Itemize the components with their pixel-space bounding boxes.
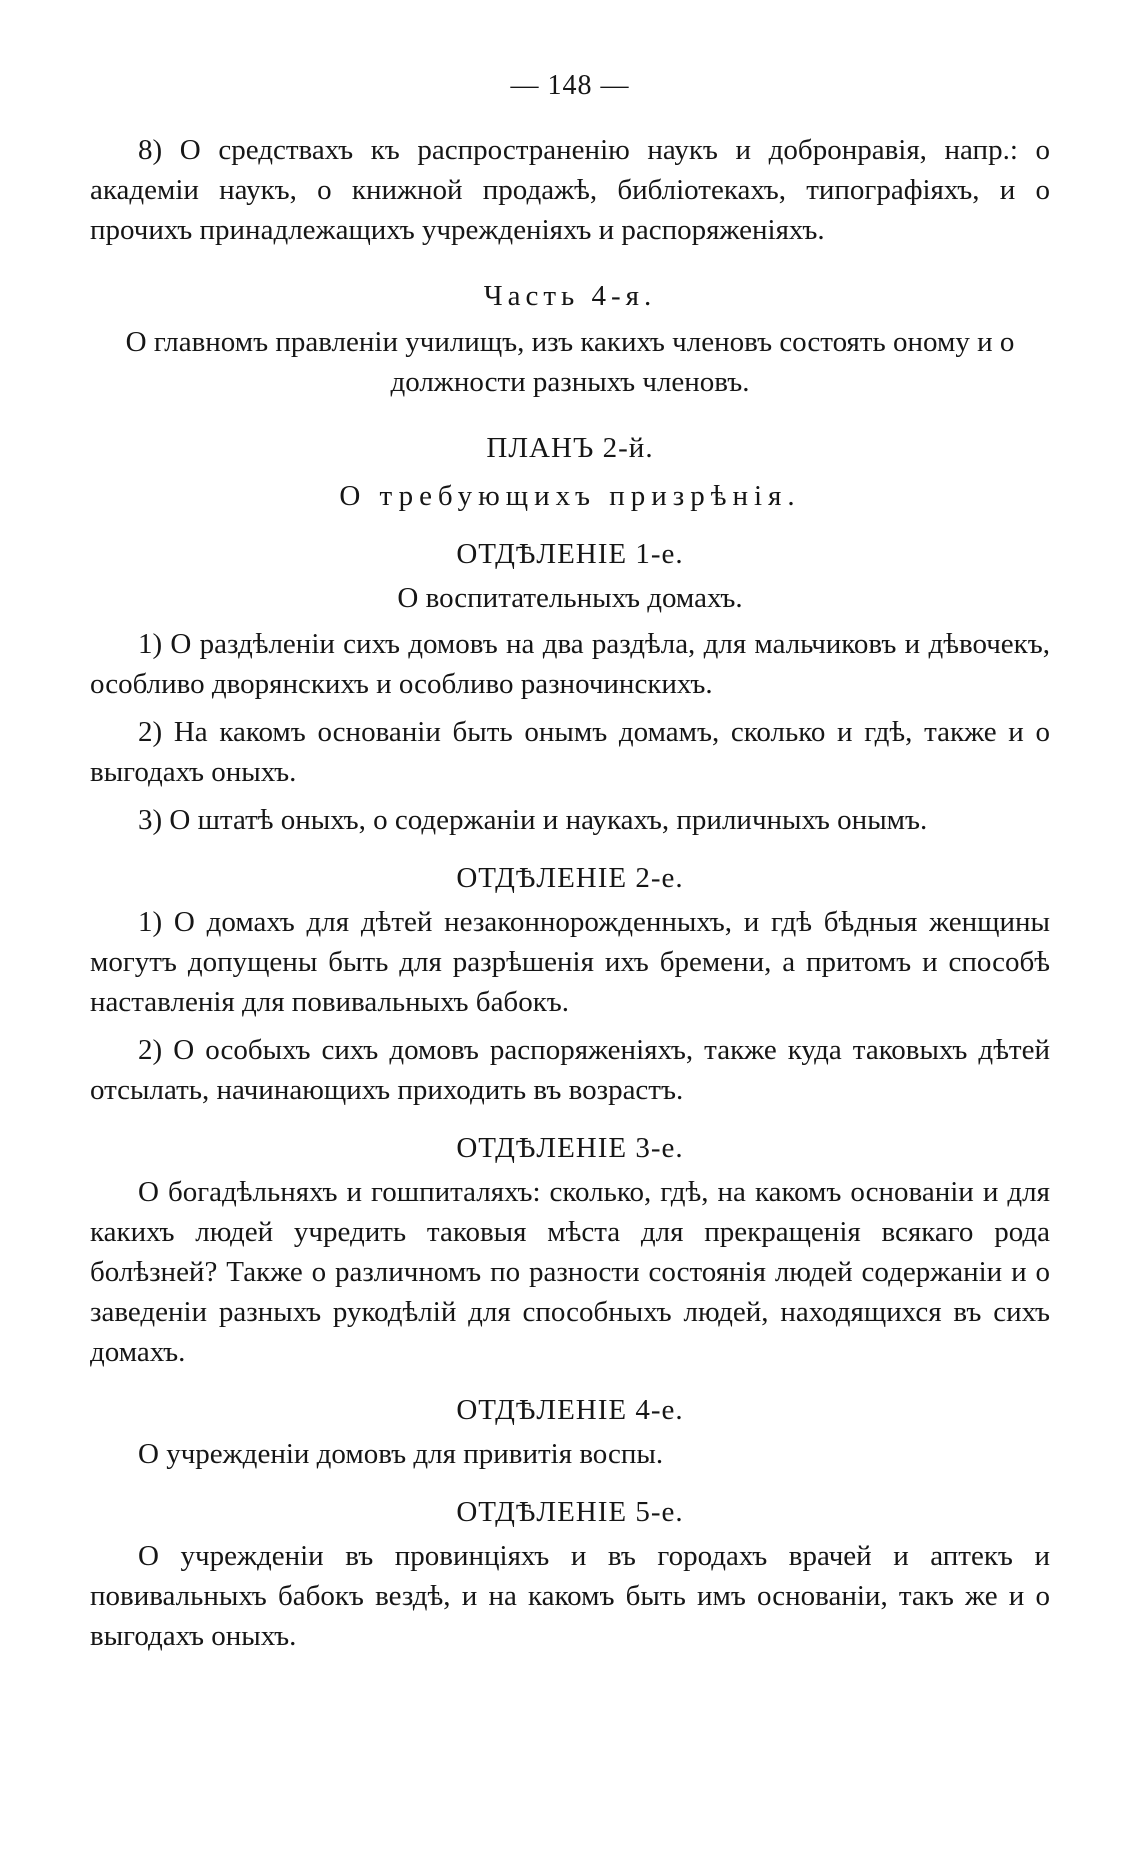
section-paragraph: 1) О домахъ для дѣтей незаконнорожденныхъ, и гдѣ бѣдныя женщины могутъ допущены быть для разрѣшенія ихъ бремени, а притомъ и способѣ наставленія для повивальныхъ бабокъ. [90,906,1050,1018]
plan-title: ПЛАНЪ 2-й. [486,432,654,464]
part-subtitle: О главномъ правленіи училищъ, изъ какихъ членовъ состоять оному и о должности разныхъ членовъ. [125,326,1015,398]
section-paragraph: 2) О особыхъ сихъ домовъ распоряженіяхъ, также куда таковыхъ дѣтей отсылать, начинающихъ приходить въ возрастъ. [90,1034,1050,1106]
section-paragraph: 3) О штатѣ оныхъ, о содержаніи и наукахъ, приличныхъ онымъ. [138,804,928,836]
section-title: ОТДѢЛЕНІЕ 4-е. [456,1394,684,1426]
book-page [90,0,1050,1873]
section-paragraph: 1) О раздѣленіи сихъ домовъ на два раздѣла, для мальчиковъ и дѣвочекъ, особливо дворянскихъ и особливо разночинскихъ. [90,628,1050,700]
intro-paragraph: 8) О средствахъ къ распространенію наукъ и добронравія, напр.: о академіи наукъ, о книжной продажѣ, библіотекахъ, типографіяхъ, и о прочихъ принадлежащихъ учрежденіяхъ и распоряженіяхъ. [90,134,1050,246]
page-body [90,130,1050,1664]
section-paragraph: О учрежденіи въ провинціяхъ и въ городахъ врачей и аптекъ и повивальныхъ бабокъ вездѣ, и на какомъ быть имъ основаніи, такъ же и о выгодахъ оныхъ. [90,1540,1050,1652]
section-title: ОТДѢЛЕНІЕ 2-е. [456,862,684,894]
section-subtitle: О воспитательныхъ домахъ. [397,582,743,614]
section-paragraph: О учрежденіи домовъ для привитія воспы. [138,1438,664,1470]
section-title: ОТДѢЛЕНІЕ 3-е. [456,1132,684,1164]
page-number: — 148 — [510,70,630,101]
part-title: Часть 4-я. [483,280,657,312]
section-title: ОТДѢЛЕНІЕ 1-е. [456,538,684,570]
section-paragraph: 2) На какомъ основаніи быть онымъ домамъ, сколько и гдѣ, также и о выгодахъ оныхъ. [90,716,1050,788]
plan-subtitle: О требующихъ призрѣнія. [339,480,801,512]
section-title: ОТДѢЛЕНІЕ 5-е. [456,1496,684,1528]
section-paragraph: О богадѣльняхъ и гошпиталяхъ: сколько, гдѣ, на какомъ основаніи и для какихъ людей учредить таковыя мѣста для прекращенія всякаго рода болѣзней? Также о различномъ по разности состоянія людей содержаніи и о заведеніи разныхъ рукодѣлій для способныхъ людей, находящихся въ сихъ домахъ. [90,1176,1050,1368]
